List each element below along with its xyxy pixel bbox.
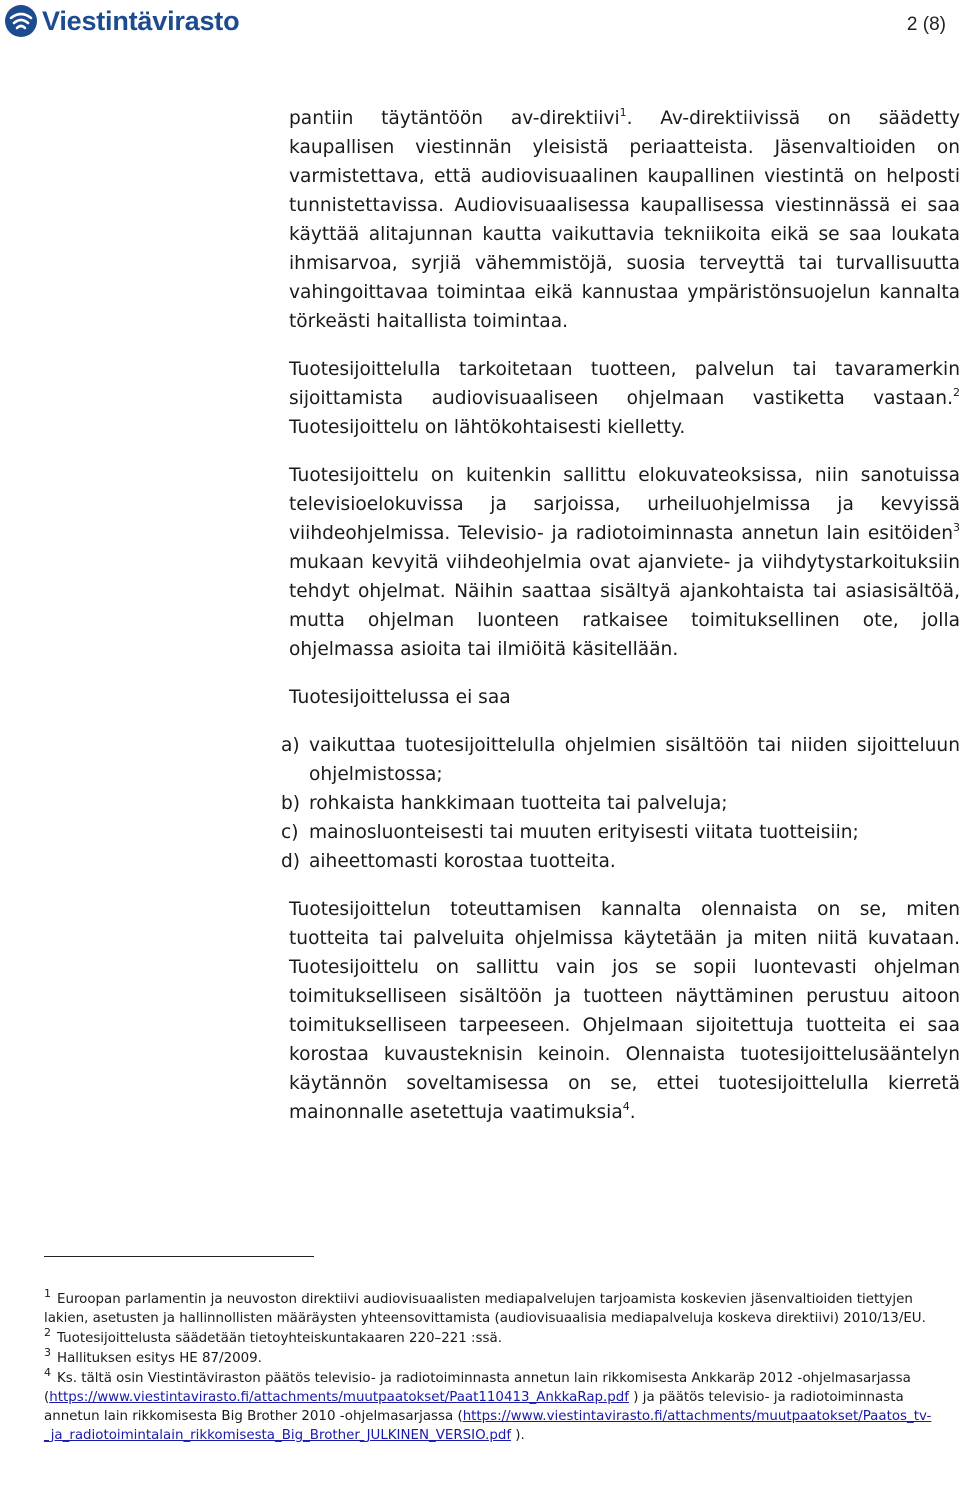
footnote-ref-4[interactable]: 4 <box>622 1100 630 1113</box>
footnote-2: $^2$ Tuotesijoittelusta säädetään tietoyhteiskuntakaaren 220–221 :ssä. <box>44 1326 502 1346</box>
footnote-ref-3[interactable]: 3 <box>953 521 960 534</box>
list-item: c) mainosluonteisesti tai muuten erityisesti viitata tuotteisiin; <box>281 822 859 843</box>
list-item: b) rohkaista hankkimaan tuotteita tai palveluja; <box>281 793 728 814</box>
footnote-1: $^1$ Euroopan parlamentin ja neuvoston direktiivi audiovisuaalisten mediapalvelujen tarjoamista koskevien jäsenvaltioiden tiettyjen lakien, asetusten ja hallinnollisten määräysten yhteensovittamista (audiovisuaalisia mediapalveluja koskeva direktiivi) 2010/13/EU. <box>44 1287 926 1326</box>
footnote-divider <box>44 1256 314 1257</box>
paragraph-3: Tuotesijoittelu on kuitenkin sallittu elokuvateoksissa, niin sanotuissa televisioelokuvissa ja sarjoissa, urheiluohjelmissa ja kevyissä viihdeohjelmissa. Televisio- ja radiotoiminnasta annetun lain esitöiden$^3$ mukaan kevyitä viihdeohjelmia ovat ajanviete- ja viihdytystarkoituksiin tehdyt ohjelmat. Näihin saattaa sisältyä ajankohtaista tai asiasisältöä, mutta ohjelman luonteen ratkaisee toimituksellinen ote, jolla ohjelmassa asioita tai ilmiöitä käsitellään. <box>289 465 960 660</box>
logo-text: Viestintävirasto <box>42 5 240 36</box>
footnotes <box>44 1287 944 1446</box>
big-brother-decision-link[interactable]: https://www.viestintavirasto.fi/attachments/muutpaatokset/Paatos_tv-_ja_radiotoimintalain_rikkomisesta_Big_Brother_JULKINEN_VERSIO.pdf <box>44 1409 932 1443</box>
list-item: a) vaikuttaa tuotesijoittelulla ohjelmien sisältöön tai niiden sijoitteluun ohjelmistossa; <box>281 735 960 785</box>
paragraph-5: Tuotesijoittelun toteuttamisen kannalta olennaista on se, miten tuotteita tai palveluita ohjelmissa käytetään ja miten niitä kuvataan. Tuotesijoittelu on sallittu vain jos se sopii luontevasti ohjelman toimitukselliseen sisältöön ja tuotteen näyttäminen perustuu aitoon toimitukselliseen tarpeeseen. Ohjelmaan sijoitettuja tuotteita ei saa korostaa kuvausteknisin keinoin. Olennaista tuotesijoittelusääntelyn käytännön soveltamisessa on se, ettei tuotesijoittelulla kierretä mainonnalle asetettuja vaatimuksia$^4$. <box>289 899 960 1123</box>
viestintavirasto-logo-icon <box>4 4 38 38</box>
logo <box>4 4 239 38</box>
footnote-ref-2[interactable]: 2 <box>953 386 960 399</box>
restriction-list <box>281 731 960 876</box>
footnote-3: $^3$ Hallituksen esitys HE 87/2009. <box>44 1346 262 1366</box>
ankkarap-decision-link[interactable]: https://www.viestintavirasto.fi/attachments/muutpaatokset/Paat110413_AnkkaRap.pdf <box>49 1390 630 1405</box>
body-text <box>281 104 960 1146</box>
footnote-4: $^4$ Ks. tältä osin Viestintäviraston päätös televisio- ja radiotoiminnasta annetun lain rikkomisesta Ankkaräp 2012 -ohjelmasarjassa (https://www.viestintavirasto.fi/attachments/muutpaatokset/Paat110413_AnkkaRap.pdf ) ja päätös televisio- ja radiotoiminnasta annetun lain rikkomisesta Big Brother 2010 -ohjelmasarjassa (https://www.viestintavirasto.fi/attachments/muutpaatokset/Paatos_tv-_ja_radiotoimintalain_rikkomisesta_Big_Brother_JULKINEN_VERSIO.pdf ). <box>44 1366 932 1443</box>
paragraph-1: pantiin täytäntöön av-direktiivi$^1$. Av-direktiivissä on säädetty kaupallisen viestinnän yleisistä periaatteista. Jäsenvaltioiden on varmistettava, että audiovisuaalinen kaupallinen viestintä on helposti tunnistettavissa. Audiovisuaalisessa kaupallisessa viestinnässä ei saa käyttää alitajunnan kautta vaikuttavia tekniikoita eikä se saa loukata ihmisarvoa, syrjiä vähemmistöjä, suosia terveyttä tai turvallisuutta vahingoittavaa toimintaa eikä kannustaa ympäristönsuojelun kannalta törkeästi haitallista toimintaa. <box>289 106 960 332</box>
page-header <box>0 0 960 60</box>
list-item: d) aiheettomasti korostaa tuotteita. <box>281 851 616 872</box>
footnote-ref-1[interactable]: 1 <box>619 106 627 119</box>
page-number: 2 (8) <box>906 14 946 35</box>
paragraph-2: Tuotesijoittelulla tarkoitetaan tuotteen, palvelun tai tavaramerkin sijoittamista audiovisuaaliseen ohjelmaan vastiketta vastaan.$^2$ Tuotesijoittelu on lähtökohtaisesti kielletty. <box>289 359 960 438</box>
paragraph-4: Tuotesijoittelussa ei saa <box>289 687 511 708</box>
